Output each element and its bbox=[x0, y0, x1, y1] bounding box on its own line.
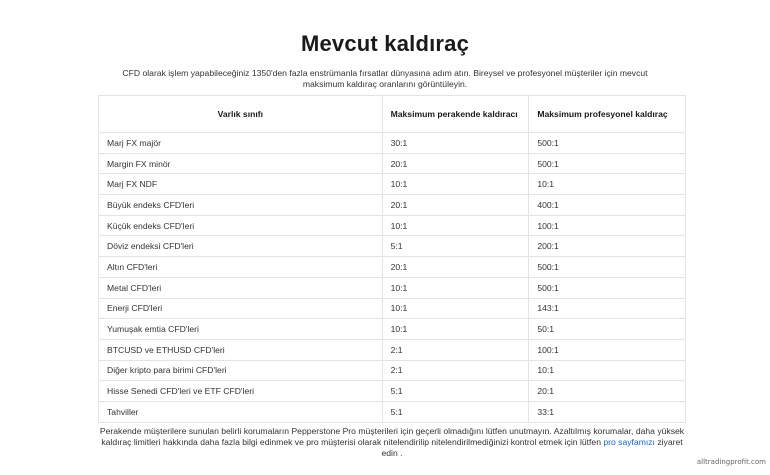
cell-retail-leverage: 20:1 bbox=[382, 195, 529, 216]
cell-retail-leverage: 2:1 bbox=[382, 360, 529, 381]
cell-retail-leverage: 10:1 bbox=[382, 277, 529, 298]
table-header-row bbox=[99, 96, 686, 133]
leverage-table bbox=[98, 95, 686, 423]
cell-asset-class: Altın CFD'leri bbox=[99, 257, 383, 278]
cell-asset-class: Marj FX majör bbox=[99, 133, 383, 154]
table-row bbox=[99, 319, 686, 340]
cell-retail-leverage: 30:1 bbox=[382, 133, 529, 154]
cell-pro-leverage: 10:1 bbox=[529, 360, 686, 381]
header-pro-leverage: Maksimum profesyonel kaldıraç bbox=[529, 96, 686, 133]
footer-note bbox=[96, 426, 688, 459]
table-row bbox=[99, 153, 686, 174]
cell-retail-leverage: 5:1 bbox=[382, 401, 529, 422]
header-asset-class: Varlık sınıfı bbox=[99, 96, 383, 133]
cell-asset-class: Diğer kripto para birimi CFD'leri bbox=[99, 360, 383, 381]
table-row bbox=[99, 381, 686, 402]
cell-asset-class: Küçük endeks CFD'leri bbox=[99, 215, 383, 236]
cell-pro-leverage: 50:1 bbox=[529, 319, 686, 340]
table-body bbox=[99, 133, 686, 423]
table-row bbox=[99, 339, 686, 360]
cell-retail-leverage: 10:1 bbox=[382, 298, 529, 319]
cell-asset-class: BTCUSD ve ETHUSD CFD'leri bbox=[99, 339, 383, 360]
cell-asset-class: Metal CFD'leri bbox=[99, 277, 383, 298]
table-row bbox=[99, 298, 686, 319]
cell-retail-leverage: 20:1 bbox=[382, 153, 529, 174]
cell-retail-leverage: 10:1 bbox=[382, 174, 529, 195]
cell-asset-class: Enerji CFD'leri bbox=[99, 298, 383, 319]
cell-retail-leverage: 10:1 bbox=[382, 215, 529, 236]
cell-asset-class: Margin FX minör bbox=[99, 153, 383, 174]
page-title: Mevcut kaldıraç bbox=[300, 31, 470, 56]
table-row bbox=[99, 174, 686, 195]
table-row bbox=[99, 133, 686, 154]
cell-asset-class: Marj FX NDF bbox=[99, 174, 383, 195]
cell-pro-leverage: 200:1 bbox=[529, 236, 686, 257]
pro-page-link[interactable]: pro sayfamızı bbox=[603, 437, 655, 447]
cell-pro-leverage: 400:1 bbox=[529, 195, 686, 216]
table-row bbox=[99, 360, 686, 381]
cell-asset-class: Tahviller bbox=[99, 401, 383, 422]
table-row bbox=[99, 401, 686, 422]
cell-pro-leverage: 20:1 bbox=[529, 381, 686, 402]
footer-text-end: ziyaret edin . bbox=[381, 437, 683, 458]
cell-pro-leverage: 100:1 bbox=[529, 215, 686, 236]
cell-pro-leverage: 500:1 bbox=[529, 153, 686, 174]
cell-retail-leverage: 20:1 bbox=[382, 257, 529, 278]
cell-asset-class: Döviz endeksi CFD'leri bbox=[99, 236, 383, 257]
intro-text: CFD olarak işlem yapabileceğiniz 1350'den fazla enstrümanla fırsatlar dünyasına adım atın. Bireysel ve profesyonel müşteriler için mevcut maksimum kaldıraç oranlarını görüntüleyin. bbox=[122, 68, 648, 89]
cell-asset-class: Yumuşak emtia CFD'leri bbox=[99, 319, 383, 340]
cell-pro-leverage: 33:1 bbox=[529, 401, 686, 422]
cell-retail-leverage: 5:1 bbox=[382, 381, 529, 402]
cell-pro-leverage: 500:1 bbox=[529, 133, 686, 154]
cell-asset-class: Büyük endeks CFD'leri bbox=[99, 195, 383, 216]
cell-pro-leverage: 100:1 bbox=[529, 339, 686, 360]
cell-asset-class: Hisse Senedi CFD'leri ve ETF CFD'leri bbox=[99, 381, 383, 402]
cell-pro-leverage: 500:1 bbox=[529, 277, 686, 298]
table-row bbox=[99, 236, 686, 257]
cell-retail-leverage: 5:1 bbox=[382, 236, 529, 257]
cell-pro-leverage: 143:1 bbox=[529, 298, 686, 319]
footer-text: Perakende müşterilere sunulan belirli korumaların Pepperstone Pro müşterileri için geçerli olmadığını lütfen unutmayın. Azaltılmış korumalar, daha yüksek kaldıraç limitleri hakkında daha fazla bilgi edinmek ve pro müşterisi olarak nitelendirilip nitelendirilmediğinizi kontrol etmek için lütfen bbox=[99, 426, 685, 447]
cell-pro-leverage: 500:1 bbox=[529, 257, 686, 278]
cell-retail-leverage: 2:1 bbox=[382, 339, 529, 360]
table-row bbox=[99, 257, 686, 278]
cell-pro-leverage: 10:1 bbox=[529, 174, 686, 195]
watermark: alltradingprofit.com bbox=[696, 458, 766, 466]
table-row bbox=[99, 277, 686, 298]
table-row bbox=[99, 195, 686, 216]
table-row bbox=[99, 215, 686, 236]
cell-retail-leverage: 10:1 bbox=[382, 319, 529, 340]
header-retail-leverage: Maksimum perakende kaldıracı bbox=[382, 96, 529, 133]
